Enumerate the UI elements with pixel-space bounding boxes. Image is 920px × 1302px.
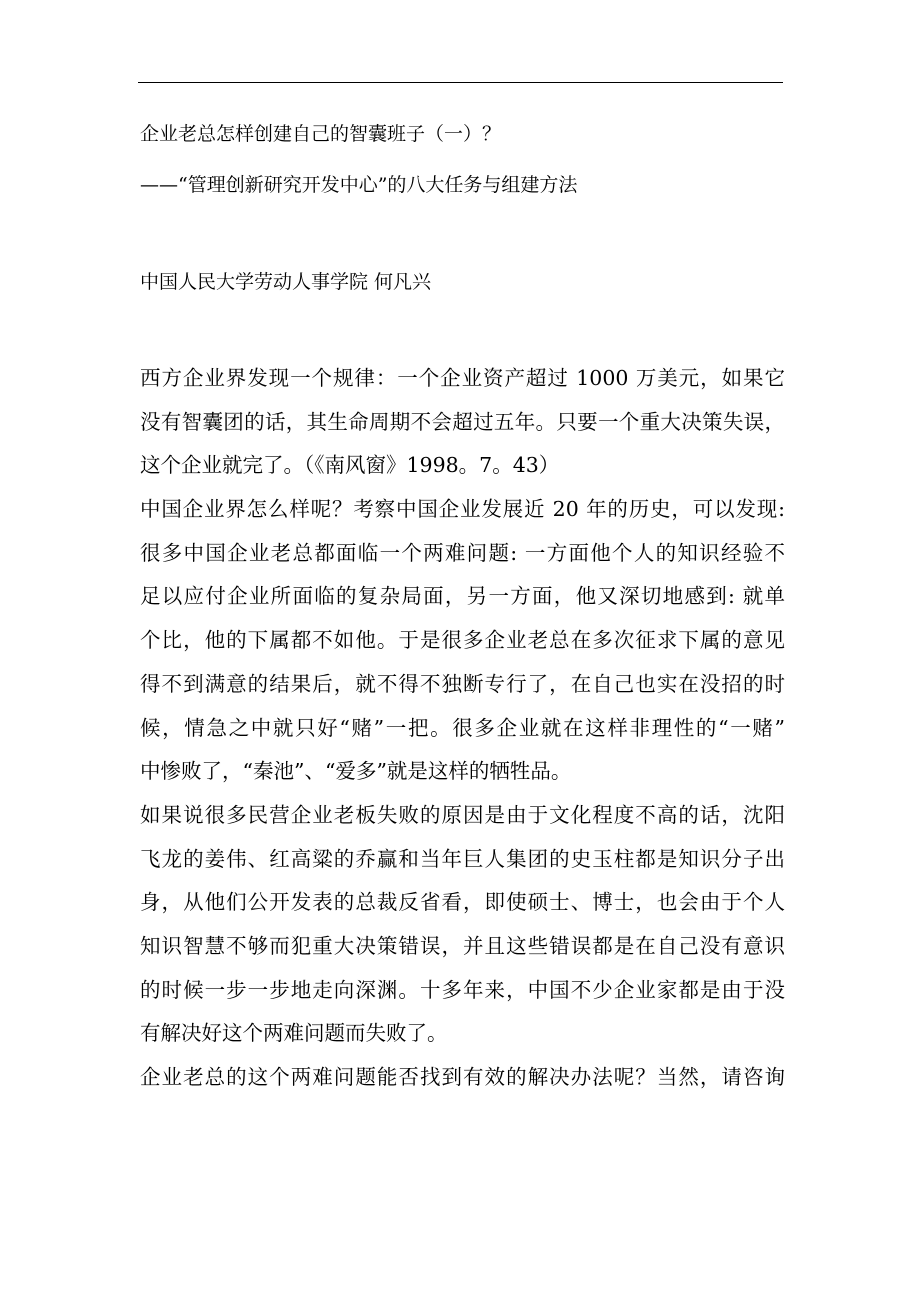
body-line: 足以应付企业所面临的复杂局面，另一方面，他又深切地感到: 就单 — [140, 584, 785, 609]
body-line: 飞龙的姜伟、红高粱的乔赢和当年巨人集团的史玉柱都是知识分子出 — [140, 846, 785, 871]
body-line: 中国企业界怎么样呢？考察中国企业发展近 20 年的历史，可以发现: — [140, 497, 785, 522]
body-line: 中惨败了，“秦池”、“爱多”就是这样的牺牲品。 — [140, 759, 572, 784]
body-line: 的时候一步一步地走向深渊。十多年来，中国不少企业家都是由于没 — [140, 977, 785, 1002]
header-rule — [138, 82, 783, 83]
body-line: 个比，他的下属都不如他。于是很多企业老总在多次征求下属的意见 — [140, 628, 785, 653]
article-title: 企业老总怎样创建自己的智囊班子（一）？ — [140, 123, 502, 145]
article-subtitle: ——“管理创新研究开发中心”的八大任务与组建方法 — [140, 174, 578, 196]
body-line: 西方企业界发现一个规律：一个企业资产超过 1000 万美元，如果它 — [140, 366, 785, 390]
article-body — [140, 364, 785, 1107]
body-line: 有解决好这个两难问题而失败了。 — [140, 1021, 448, 1046]
body-line: 很多中国企业老总都面临一个两难问题: 一方面他个人的知识经验不 — [140, 540, 785, 565]
body-line: 如果说很多民营企业老板失败的原因是由于文化程度不高的话，沈阳 — [140, 802, 785, 827]
body-line: 知识智慧不够而犯重大决策错误，并且这些错误都是在自己没有意识 — [140, 933, 785, 958]
body-line: 身，从他们公开发表的总裁反省看，即使硕士、博士，也会由于个人 — [140, 890, 785, 915]
body-line: 没有智囊团的话，其生命周期不会超过五年。只要一个重大决策失误， — [140, 409, 785, 434]
body-line: 候，情急之中就只好“赌”一把。很多企业就在这样非理性的“一赌” — [140, 715, 785, 740]
body-line: 企业老总的这个两难问题能否找到有效的解决办法呢？当然，请咨询 — [140, 1065, 785, 1089]
body-line: 这个企业就完了。（《南风窗》1998。7。43） — [140, 453, 560, 478]
author-line: 中国人民大学劳动人事学院 何凡兴 — [140, 271, 432, 293]
body-line: 得不到满意的结果后，就不得不独断专行了，在自己也实在没招的时 — [140, 671, 785, 696]
